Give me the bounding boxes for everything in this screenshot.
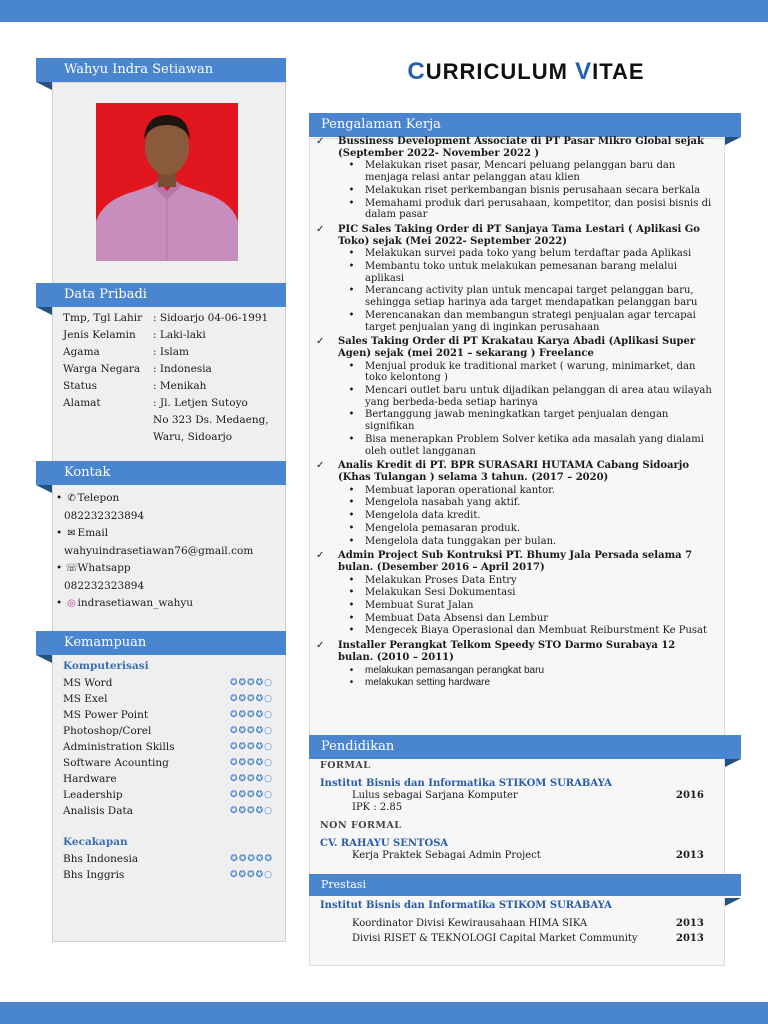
job-duty-text: Membuat Surat Jalan (365, 600, 474, 612)
title-cap-c: C (407, 58, 426, 85)
job-duty-item (316, 497, 714, 509)
personal-row (63, 327, 283, 344)
bullet-icon: • (348, 433, 355, 445)
bullet-icon: • (348, 309, 355, 321)
skill-rating-stars-icon: ✪✪✪✪○ (229, 870, 273, 880)
job-duty-item (316, 510, 714, 522)
job-duty-text: Mengelola data tunggakan per bulan. (365, 535, 557, 547)
job-title-row (316, 336, 714, 359)
email-label: Email (77, 527, 109, 539)
bullet-icon: • (348, 574, 355, 586)
skill-name: Leadership (63, 789, 123, 801)
bullet-icon: • (348, 261, 355, 273)
achievement-row (320, 933, 712, 945)
achievement-desc: Koordinator Divisi Kewirausahaan HIMA SIKA (352, 918, 588, 929)
job-duty-text: Mengelola data kredit. (365, 510, 481, 522)
job-duty-item (316, 536, 714, 548)
bullet-icon: • (348, 522, 355, 534)
computer-skills-list (63, 675, 273, 819)
formal-ipk-row (320, 802, 712, 814)
skill-name: Analisis Data (63, 805, 133, 817)
section-header-experience: Pengalaman Kerja (309, 113, 741, 137)
language-skills-list (63, 851, 273, 883)
job-duty-item (316, 160, 714, 183)
skill-name: Hardware (63, 773, 117, 785)
person-portrait-icon (96, 103, 238, 261)
skill-rating-stars-icon: ✪✪✪✪○ (229, 790, 273, 800)
job-duty-text: Mengecek Biaya Operasional dan Membuat Reiburstment Ke Pusat (365, 625, 708, 637)
skill-name: Bhs Inggris (63, 869, 125, 881)
contact-instagram-row[interactable]: • ◎ indrasetiawan_wahyu (56, 595, 284, 613)
formal-degree: Lulus sebagai Sarjana Komputer (352, 790, 518, 801)
skill-name: MS Word (63, 677, 113, 689)
email-address[interactable]: wahyuindrasetiawan76@gmail.com (64, 544, 254, 557)
job-duty-item (316, 434, 714, 457)
job-title: Bussiness Development Associate di PT Pasar Mikro Global sejak (September 2022- November 2022 ) (338, 136, 704, 159)
experience-list (316, 136, 714, 692)
formal-year: 2016 (676, 790, 704, 801)
job-duty-item (316, 575, 714, 587)
formal-degree-row (320, 790, 712, 802)
job-title: Installer Perangkat Telkom Speedy STO Darmo Surabaya 12 bulan. (2010 – 2011) (338, 640, 676, 663)
job-title-row (316, 136, 714, 159)
achievement-institution: Institut Bisnis dan Informatika STIKOM SURABAYA (320, 900, 612, 911)
contact-list (56, 490, 284, 613)
skill-rating-stars-icon: ✪✪✪✪○ (229, 774, 273, 784)
job-title-row (316, 224, 714, 247)
achievement-desc: Divisi RISET & TEKNOLOGI Capital Market Community (352, 933, 638, 944)
skill-name: Administration Skills (63, 741, 175, 753)
formal-label: FORMAL (320, 760, 371, 771)
job-duty-text: Mengelola pemasaran produk. (365, 522, 520, 534)
job-duty-text: Melakukan Sesi Dokumentasi (365, 587, 516, 599)
bullet-icon: • (348, 497, 355, 509)
achievement-year: 2013 (676, 918, 704, 929)
skill-rating-stars-icon: ✪✪✪✪○ (229, 726, 273, 736)
skill-row (63, 867, 273, 883)
job-duty-text: Mengelola nasabah yang aktif. (365, 497, 521, 509)
bullet-icon: • (348, 197, 355, 209)
bottom-accent-bar (0, 1002, 768, 1024)
personal-row (63, 344, 283, 361)
bullet-icon: • (348, 160, 355, 172)
skill-name: Bhs Indonesia (63, 853, 139, 865)
skill-rating-stars-icon: ✪✪✪✪○ (229, 742, 273, 752)
achievement-row (320, 918, 712, 930)
instagram-icon: ◎ (67, 598, 76, 609)
job-duty-item (316, 248, 714, 260)
job-duty-text: Melakukan survei pada toko yang belum terdaftar pada Aplikasi (365, 248, 692, 260)
contact-whatsapp-row: • ☏Whatsapp (56, 560, 284, 578)
skill-rating-stars-icon: ✪✪✪✪✪ (230, 854, 273, 864)
skill-row (63, 755, 273, 771)
skill-rating-stars-icon: ✪✪✪✪○ (229, 806, 273, 816)
instagram-handle: indrasetiawan_wahyu (77, 597, 194, 609)
job-duty-item (316, 409, 714, 432)
job-duty-text: Membantu toko untuk melakukan pemesanan barang melalui aplikasi (365, 261, 678, 284)
personal-row (63, 395, 283, 412)
personal-value: : Laki-laki (153, 329, 206, 341)
personal-row (63, 361, 283, 378)
personal-data-list (63, 310, 283, 446)
bullet-icon: • (348, 360, 355, 372)
job-duty-text: Menjual produk ke traditional market ( warung, minimarket, dan toko kelontong ) (365, 360, 696, 384)
personal-key: Alamat (63, 397, 101, 409)
skill-name: Photoshop/Corel (63, 725, 152, 737)
achievement-year: 2013 (676, 933, 704, 944)
skill-name: Software Acounting (63, 757, 169, 769)
job-duty-item (316, 361, 714, 384)
job-duty-item (316, 485, 714, 497)
checkmark-icon: ✓ (316, 223, 325, 235)
job-duty-text: melakukan pemasangan perangkat baru (365, 664, 545, 676)
title-cap-v: V (575, 58, 593, 85)
personal-value: Waru, Sidoarjo (153, 431, 233, 443)
bullet-icon: • (348, 587, 355, 599)
personal-key: Tmp, Tgl Lahir (63, 312, 143, 324)
whatsapp-label: Whatsapp (77, 562, 131, 574)
section-header-contact: Kontak (36, 461, 286, 485)
personal-row (63, 310, 283, 327)
job-title-row (316, 550, 714, 573)
job-duty-text: Bisa menerapkan Problem Solver ketika ada masalah yang dialami oleh outlet langganan (365, 433, 704, 457)
computer-skills-label: Komputerisasi (63, 660, 149, 672)
personal-key (63, 429, 153, 446)
checkmark-icon: ✓ (316, 136, 325, 147)
page-title (310, 58, 742, 86)
personal-value: : Menikah (153, 380, 207, 392)
job-duty-text: Melakukan riset perkembangan bisnis perusahaan secara berkala (365, 184, 701, 196)
skill-rating-stars-icon: ✪✪✪✪○ (229, 678, 273, 688)
skill-row (63, 675, 273, 691)
spacer (316, 689, 714, 692)
job-title-row (316, 640, 714, 663)
nonformal-desc-row (320, 850, 712, 862)
bullet-icon: • (348, 600, 355, 612)
skill-row (63, 723, 273, 739)
name-header: Wahyu Indra Setiawan (36, 58, 286, 82)
bullet-icon: • (348, 385, 355, 397)
bullet-icon: • (348, 248, 355, 260)
personal-row (63, 429, 283, 446)
top-accent-bar (0, 0, 768, 22)
formal-institution: Institut Bisnis dan Informatika STIKOM SURABAYA (320, 778, 612, 789)
job-duty-item (316, 198, 714, 221)
skill-row (63, 691, 273, 707)
personal-key: Jenis Kelamin (63, 329, 136, 341)
skill-row (63, 851, 273, 867)
personal-key: Agama (63, 346, 100, 358)
job-title: Sales Taking Order di PT Krakatau Karya Abadi (Aplikasi Super Agen) sejak (mei 2021 – sekarang ) Freelance (338, 336, 696, 359)
contact-email-row: • ✉ Email (56, 525, 284, 543)
job-duty-item (316, 665, 714, 677)
phone-number[interactable]: 082232323894 (64, 509, 145, 522)
job-duty-item (316, 185, 714, 197)
personal-value: No 323 Ds. Medaeng, (153, 414, 269, 426)
job-duty-text: Melakukan riset pasar, Mencari peluang pelanggan baru dan menjaga relasi antar pelanggan atau klien (365, 160, 676, 184)
checkmark-icon: ✓ (316, 550, 325, 562)
job-duty-item (316, 625, 714, 637)
phone-label: Telepon (77, 492, 120, 504)
whatsapp-number[interactable]: 082232323894 (64, 579, 145, 592)
skill-row (63, 771, 273, 787)
job-duty-item (316, 385, 714, 408)
skill-row (63, 787, 273, 803)
personal-value: : Islam (153, 346, 189, 358)
title-word-2: ITAE (592, 59, 645, 84)
section-header-skills: Kemampuan (36, 631, 286, 655)
job-duty-text: Bertanggung jawab meningkatkan target penjualan dengan signifikan (365, 409, 669, 433)
job-duty-item (316, 677, 714, 689)
job-duty-text: Memahami produk dari perusahaan, kompetitor, dan posisi bisnis di dalam pasar (365, 197, 712, 221)
nonformal-label: NON FORMAL (320, 820, 402, 831)
job-duty-item (316, 261, 714, 284)
whatsapp-icon: ☏ (65, 563, 79, 574)
bullet-icon: • (348, 285, 355, 297)
checkmark-icon: ✓ (316, 336, 325, 348)
job-duty-item (316, 523, 714, 535)
bullet-icon: • (348, 612, 355, 624)
personal-key (63, 412, 153, 429)
section-header-personal: Data Pribadi (36, 283, 286, 307)
bullet-icon: • (348, 184, 355, 196)
formal-ipk: IPK : 2.85 (352, 802, 403, 813)
language-skills-label: Kecakapan (63, 836, 128, 848)
job-title: PIC Sales Taking Order di PT Sanjaya Tama Lestari ( Aplikasi Go Toko) sejak (Mei 2022- September 2022) (338, 223, 700, 247)
section-header-achievement: Prestasi (309, 874, 741, 896)
title-word-1: URRICULUM (425, 59, 576, 84)
skill-row (63, 803, 273, 819)
job-duty-item (316, 613, 714, 625)
personal-key: Warga Negara (63, 363, 141, 375)
nonformal-year: 2013 (676, 850, 704, 861)
job-duty-text: Mencari outlet baru untuk dijadikan pelanggan di area atau wilayah yang berbeda-beda setiap harinya (365, 385, 712, 408)
bullet-icon: • (348, 535, 355, 547)
profile-photo (96, 103, 238, 261)
achievement-list (320, 900, 712, 945)
education-list (320, 760, 712, 862)
personal-row (63, 412, 283, 429)
personal-value: : Indonesia (153, 363, 212, 375)
job-duty-text: Merancang activity plan untuk mencapai target pelanggan baru, sehingga setiap harinya ada target mendapatkan pelanggan baru (365, 285, 698, 309)
skill-row (63, 739, 273, 755)
job-duty-item (316, 285, 714, 308)
personal-row (63, 378, 283, 395)
job-title-row (316, 460, 714, 483)
section-header-education: Pendidikan (309, 735, 741, 759)
skill-rating-stars-icon: ✪✪✪✪○ (229, 694, 273, 704)
bullet-icon: • (349, 664, 354, 676)
contact-phone-row: • ✆ Telepon (56, 490, 284, 508)
bullet-icon: • (348, 484, 355, 496)
nonformal-institution: CV. RAHAYU SENTOSA (320, 838, 449, 849)
job-duty-text: Membuat Data Absensi dan Lembur (365, 612, 549, 624)
job-duty-item (316, 600, 714, 612)
envelope-icon: ✉ (67, 528, 76, 539)
job-duty-text: Merencanakan dan membangun strategi penjualan agar tercapai target penjualan yang di inginkan perusahaan (365, 309, 696, 333)
bullet-icon: • (349, 677, 354, 689)
checkmark-icon: ✓ (316, 640, 325, 652)
nonformal-desc: Kerja Praktek Sebagai Admin Project (352, 850, 541, 861)
job-duty-item (316, 310, 714, 333)
bullet-icon: • (348, 409, 355, 421)
job-duty-item (316, 587, 714, 599)
job-duty-text: Melakukan Proses Data Entry (365, 574, 517, 586)
job-duty-text: Membuat laporan operational kantor. (365, 484, 556, 496)
bullet-icon: • (348, 625, 355, 637)
skill-name: MS Power Point (63, 709, 149, 721)
skill-row (63, 707, 273, 723)
job-title: Analis Kredit di PT. BPR SURASARI HUTAMA Cabang Sidoarjo (Khas Tulangan ) selama 3 tahun. (2017 – 2020) (338, 460, 690, 483)
job-duty-text: melakukan setting hardware (365, 677, 491, 689)
job-title: Admin Project Sub Kontruksi PT. Bhumy Jala Persada selama 7 bulan. (Desember 2016 – April 2017) (338, 550, 693, 573)
checkmark-icon: ✓ (316, 460, 325, 472)
phone-icon: ✆ (67, 493, 76, 504)
bullet-icon: • (348, 510, 355, 522)
personal-key: Status (63, 380, 98, 392)
skill-rating-stars-icon: ✪✪✪✪○ (229, 710, 273, 720)
skill-rating-stars-icon: ✪✪✪✪○ (229, 758, 273, 768)
personal-value: : Sidoarjo 04-06-1991 (153, 312, 269, 324)
personal-value: : Jl. Letjen Sutoyo (153, 397, 248, 409)
skill-name: MS Exel (63, 693, 108, 705)
